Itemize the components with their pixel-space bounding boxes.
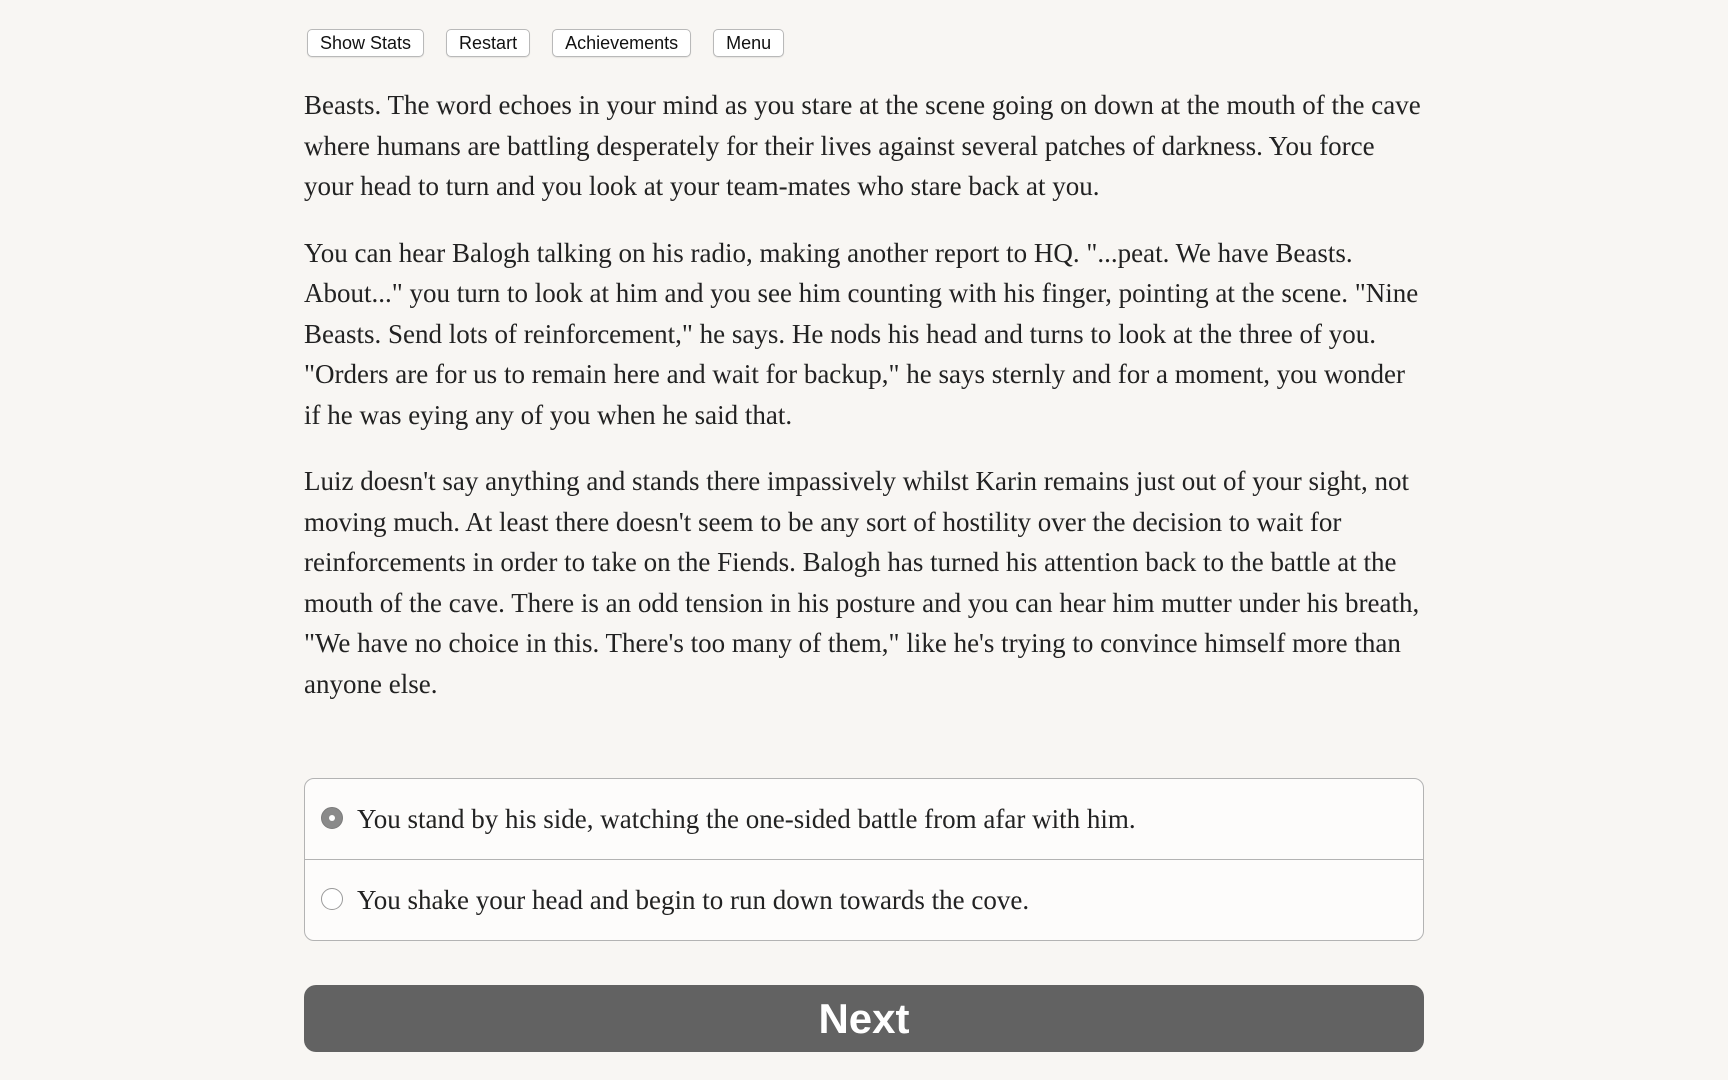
story-paragraph: Luiz doesn't say anything and stands there impassively whilst Karin remains just out of your sight, not moving much. At least there doesn't seem to be any sort of hostility over the decision to wait for reinforcements in order to take on the Fiends. Balogh has turned his attention back to the battle at the mouth of the cave. There is an odd tension in his posture and you can hear him mutter under his breath, "We have no choice in this. There's too many of them," like he's trying to convince himself more than anyone else. [304, 466, 1420, 699]
story-paragraph: Beasts. The word echoes in your mind as you stare at the scene going on down at the mouth of the cave where humans are battling desperately for their lives against several patches of darkness. You force your head to turn and you look at your team-mates who stare back at you. [304, 90, 1421, 201]
choice-label: You stand by his side, watching the one-sided battle from afar with him. [357, 803, 1136, 834]
story-text [304, 85, 1424, 730]
toolbar [307, 29, 784, 57]
next-button[interactable]: Next [304, 985, 1424, 1052]
show-stats-button[interactable]: Show Stats [307, 29, 424, 57]
choice-option-stand-by[interactable] [305, 779, 1423, 859]
choice-list [304, 778, 1424, 941]
choice-option-run-down[interactable] [305, 859, 1423, 940]
radio-selected-icon[interactable] [321, 807, 343, 829]
choice-label: You shake your head and begin to run down towards the cove. [357, 884, 1030, 915]
achievements-button[interactable]: Achievements [552, 29, 691, 57]
menu-button[interactable]: Menu [713, 29, 784, 57]
radio-unselected-icon[interactable] [321, 888, 343, 910]
story-paragraph: You can hear Balogh talking on his radio, making another report to HQ. "...peat. We have Beasts. About..." you turn to look at him and you see him counting with his finger, pointing at the scene. "Nine Beasts. Send lots of reinforcement," he says. He nods his head and turns to look at the three of you. "Orders are for us to remain here and wait for backup," he says sternly and for a moment, you wonder if he was eying any of you when he said that. [304, 237, 1419, 430]
restart-button[interactable]: Restart [446, 29, 530, 57]
